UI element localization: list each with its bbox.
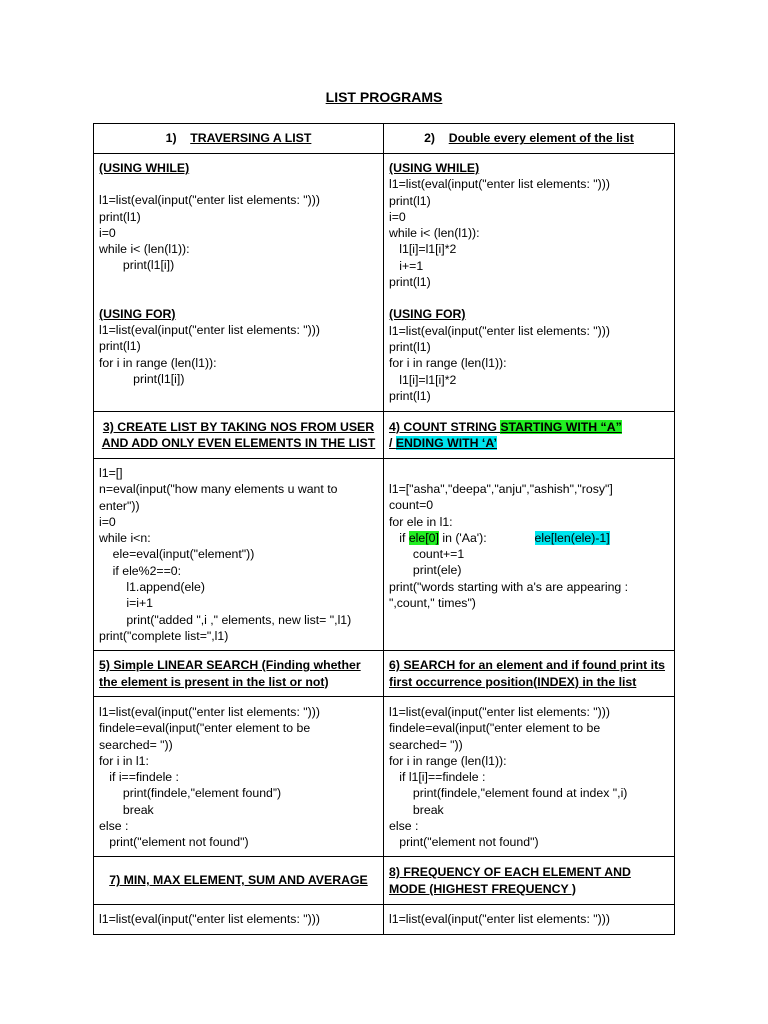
heading-count-string [384, 412, 675, 459]
heading-text: 5) Simple LINEAR SEARCH (Finding whether the element is present in the list or not) [99, 658, 361, 689]
highlight-starting: STARTING WITH “A” [500, 419, 622, 434]
table-row [94, 905, 675, 935]
code-min-max [94, 905, 384, 935]
heading-text: Double every element of the list [448, 131, 634, 146]
table-row [94, 857, 675, 905]
section-label: (USING WHILE) [99, 161, 190, 175]
heading-text: 8) FREQUENCY OF EACH ELEMENT AND MODE (HIGHEST FREQUENCY ) [389, 865, 631, 896]
heading-search-index [384, 651, 675, 697]
code-block: l1=list(eval(input("enter list elements: "))) print(l1) for i in range (len(l1)): l1[i]=l1[i]*2 print(l1) [389, 323, 610, 403]
highlight-first-char: ele[0] [408, 530, 439, 545]
heading-even-elements [94, 412, 384, 459]
code-block: l1=[] n=eval(input("how many elements u want to enter")) i=0 while i<n: ele=eval(input("element")) if ele%2==0: l1.append(ele) i=i+1 print("added ",i ," elements, new list= ",l1) print("complete list=",l1) [99, 466, 352, 643]
highlight-ending: ENDING WITH ‘A’ [395, 436, 497, 450]
code-block: l1=list(eval(input("enter list elements: "))) print(l1) i=0 while i< (len(l1)): l1[i]=l1[i]*2 i+=1 print(l1) [389, 177, 610, 290]
code-even-elements [94, 459, 384, 651]
heading-linear-search [94, 651, 384, 697]
heading-double [384, 124, 675, 154]
code-block: l1=list(eval(input("enter list elements: "))) findele=eval(input("enter element to be searched= ")) for i in l1: if i==findele : print(findele,"element found”) break else : print("element not found") [99, 705, 320, 850]
table-row [94, 651, 675, 697]
heading-text: 3) CREATE LIST BY TAKING NOS FROM USER AND ADD ONLY EVEN ELEMENTS IN THE LIST [101, 419, 376, 450]
table-row [94, 412, 675, 459]
heading-text: 4) COUNT STRING [389, 419, 501, 434]
heading-text: 7) MIN, MAX ELEMENT, SUM AND AVERAGE [109, 873, 368, 888]
section-label: (USING WHILE) [389, 161, 480, 175]
code-count-string [384, 459, 675, 651]
code-block: l1=list(eval(input("enter list elements: "))) [99, 912, 320, 927]
code-linear-search [94, 697, 384, 857]
code-block: l1=list(eval(input("enter list elements: "))) [389, 912, 610, 927]
code-block: l1=list(eval(input("enter list elements: "))) print(l1) i=0 while i< (len(l1)): print(l1[i]) [99, 193, 320, 273]
table-row [94, 124, 675, 154]
code-block: l1=list(eval(input("enter list elements: "))) findele=eval(input("enter element to be searched= ")) for i in range (len(l1)): if l1[i]==findele : print(findele,"element found at index ",i) break else : print("element not found") [389, 705, 628, 850]
table-row [94, 154, 675, 412]
heading-text: TRAVERSING A LIST [190, 131, 312, 146]
heading-text: 6) SEARCH for an element and if found print its first occurrence position(INDEX) in the list [389, 658, 666, 689]
code-block: l1=["asha","deepa","anju","ashish","rosy"] count=0 for ele in l1: if ele[0] in ('Aa'): ele[len(ele)-1] count+=1 print(ele) print("words starting with a's are appearing : ",count," times") [389, 482, 629, 611]
code-traversing [94, 154, 384, 412]
programs-table [93, 123, 675, 935]
table-row [94, 697, 675, 857]
section-label: (USING FOR) [389, 307, 466, 322]
heading-number: 2) [424, 131, 436, 146]
heading-traversing [94, 124, 384, 154]
code-block: l1=list(eval(input("enter list elements: "))) print(l1) for i in range (len(l1)): print(l1[i]) [99, 323, 320, 386]
heading-frequency [384, 857, 675, 905]
heading-min-max [94, 857, 384, 905]
table-row [94, 459, 675, 651]
section-label: (USING FOR) [99, 306, 176, 321]
code-search-index [384, 697, 675, 857]
page-title: LIST PROGRAMS [325, 89, 443, 105]
code-frequency [384, 905, 675, 935]
heading-text: / [389, 436, 396, 450]
heading-number: 1) [165, 131, 177, 146]
code-double [384, 154, 675, 412]
highlight-last-char: ele[len(ele)-1] [534, 530, 610, 545]
